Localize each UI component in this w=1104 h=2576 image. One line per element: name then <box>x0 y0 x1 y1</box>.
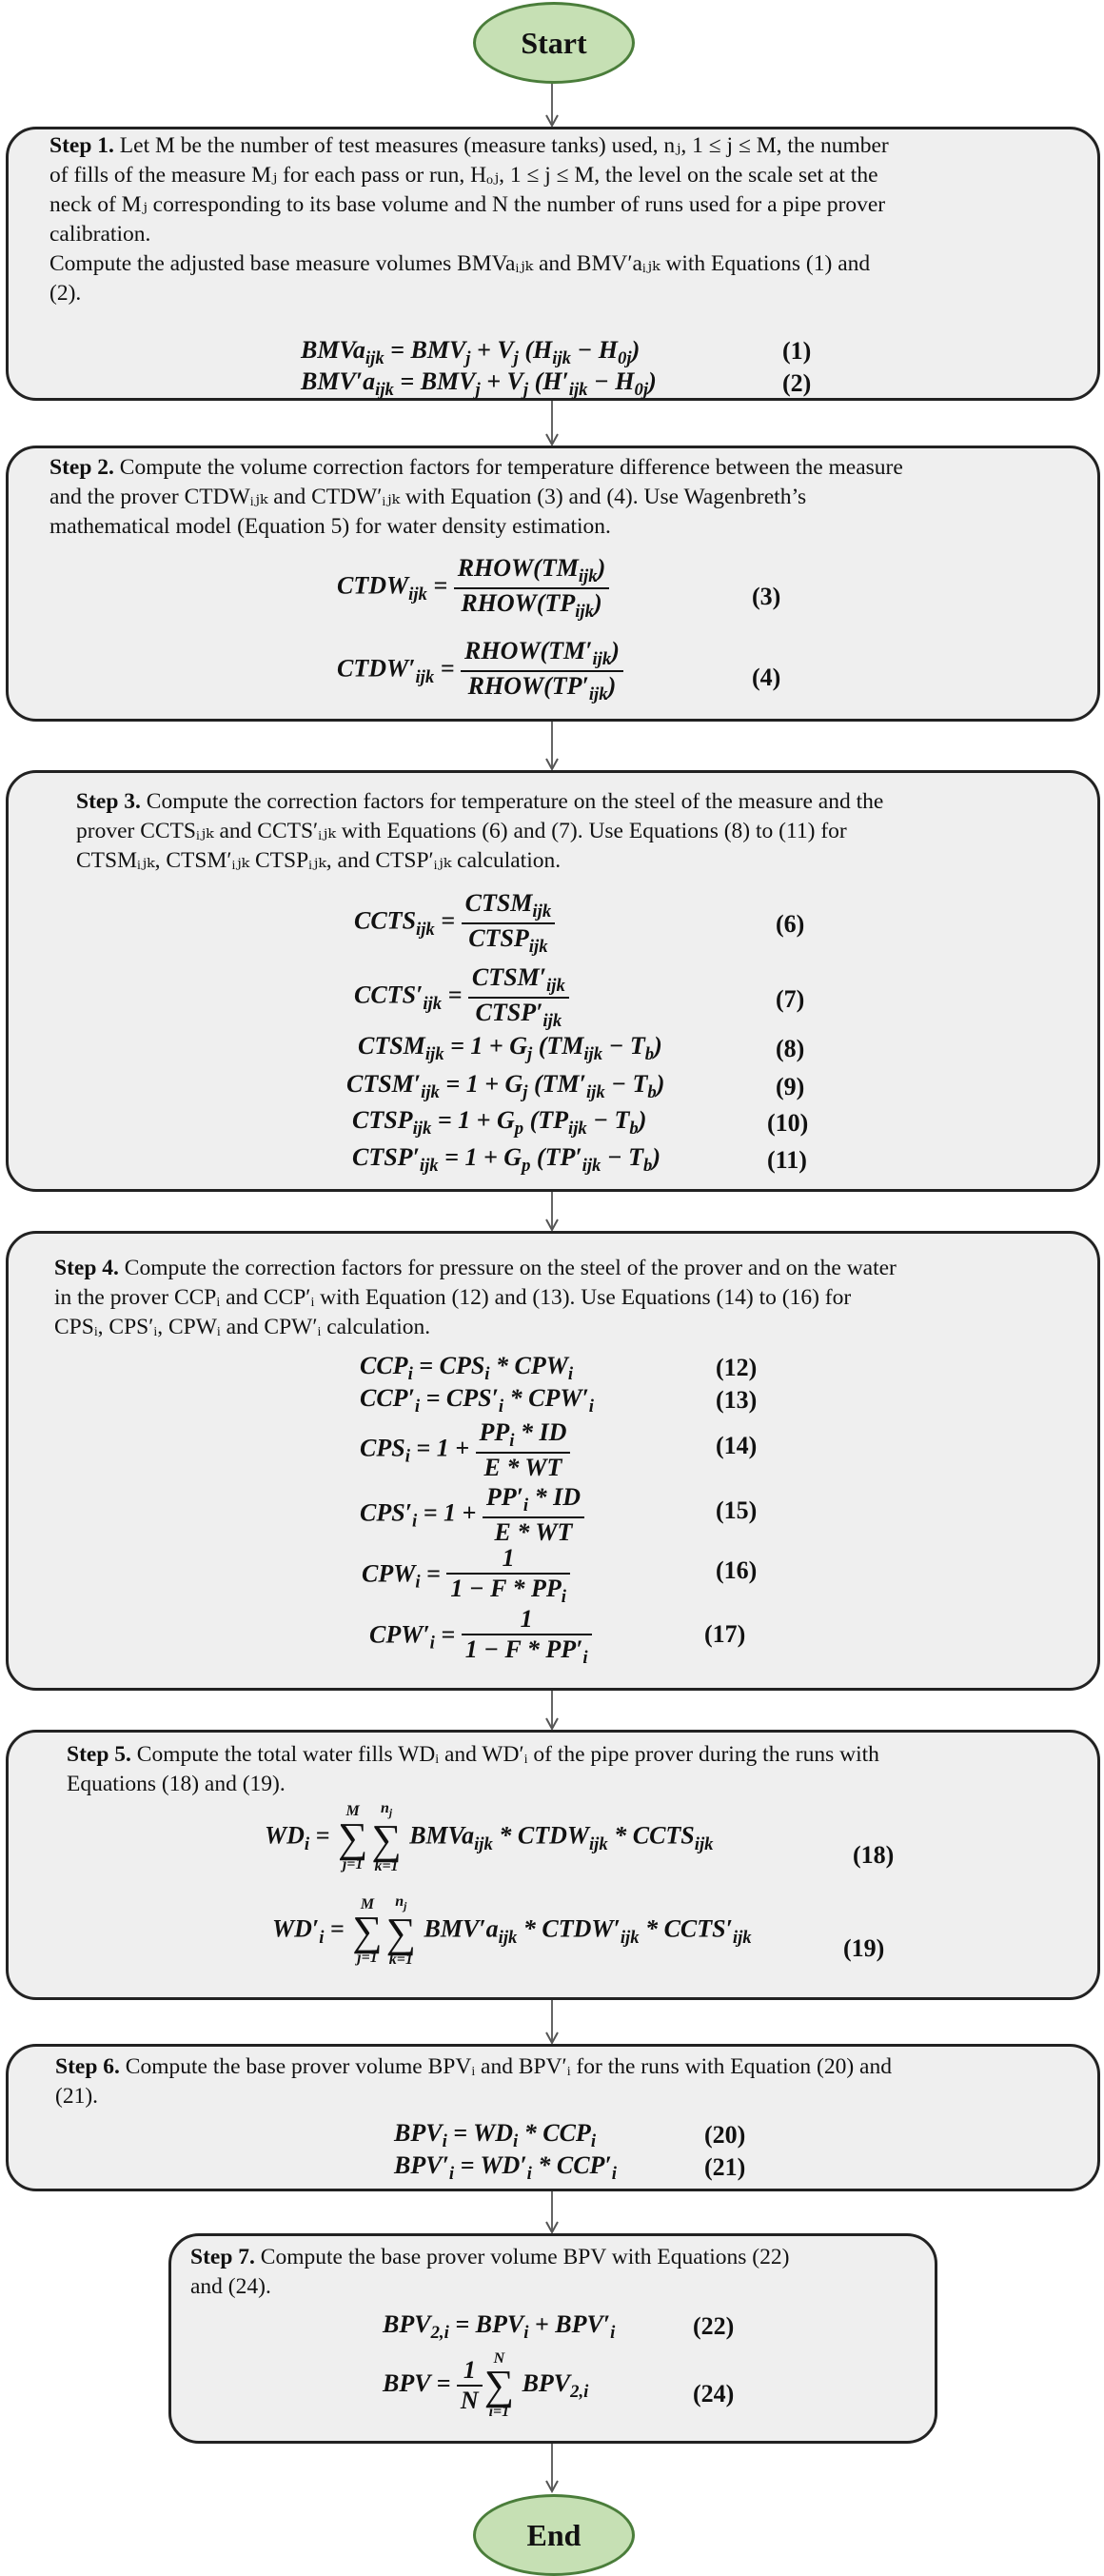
step-1-line-3: neck of Mⱼ corresponding to its base volume and N the number of runs used for a pipe prover <box>49 192 886 217</box>
step-1-label: Step 1. <box>49 133 114 158</box>
equation-12-number: (12) <box>716 1354 758 1381</box>
equation-13: $CCP'_i = CPS'_i * CPW'_i$ <box>360 1384 594 1417</box>
step-3-label: Step 3. <box>76 789 141 814</box>
equation-8: $CTSM_{ijk} = 1 + G_j$ $(TM_{ijk} - T_b)$ <box>358 1032 662 1065</box>
start-node: Start <box>473 2 635 84</box>
step-1-line-1: Step 1. Let M be the number of test measures (measure tanks) used, nⱼ, 1 ≤ j ≤ M, the number <box>49 133 889 158</box>
step-6-line-1: Step 6. Compute the base prover volume BPVᵢ and BPV′ᵢ for the runs with Equation (20) and <box>55 2054 892 2079</box>
step-2-line-3: mathematical model (Equation 5) for water density estimation. <box>49 514 611 539</box>
step-7-line-2: and (24). <box>190 2274 271 2299</box>
equation-9: $CTSM'_{ijk} = 1 + G_j$ $(TM'_{ijk} - T_b)$ <box>346 1070 665 1103</box>
equation-16: $CPW_i$ = $\frac{1}{1 - F * PP_i}$ <box>362 1544 570 1608</box>
step-5-label: Step 5. <box>67 1742 131 1767</box>
equation-7-number: (7) <box>776 985 805 1013</box>
equation-18: $WD_i$ = M ∑ j=1 $n_j$ ∑ k=1 BMVa$_{ijk}$ * $CTDW_{ijk}$ * $CCTS_{ijk}$ <box>265 1800 714 1875</box>
equation-1-number: (1) <box>782 337 812 365</box>
step-1-line-4: calibration. <box>49 222 151 247</box>
end-node: End <box>473 2494 635 2576</box>
step-7-line-1: Step 7. Compute the base prover volume BPV with Equations (22) <box>190 2245 790 2269</box>
step-6-text <box>55 2052 1093 2111</box>
equation-24: BPV = $\frac{1}{N}$ N ∑ i=1 $BPV_{2,i}$ <box>383 2350 589 2420</box>
equation-6: $CCTS_{ijk}$ = $\frac{CTSM_{ijk}}{CTSP_{ijk}}$ <box>354 889 555 957</box>
equation-8-number: (8) <box>776 1035 805 1062</box>
step-5-text <box>67 1740 1094 1799</box>
equation-16-number: (16) <box>716 1556 758 1584</box>
equation-2: $BMV'a_{ijk} = BMV_j + V_j$ $(H'_{ijk} - H_{0j})$ <box>301 367 657 401</box>
step-4-label: Step 4. <box>54 1256 119 1280</box>
equation-4: $CTDW'_{ijk}$ = $\frac{RHOW(TM'_{ijk})}{RHOW(TP'_{ijk})}$ <box>337 637 623 704</box>
equation-11: $CTSP'_{ijk} = 1 + G_p$ $(TP'_{ijk} - T_b)$ <box>352 1143 661 1177</box>
equation-11-number: (11) <box>767 1146 807 1174</box>
step-2-line-1: Step 2. Compute the volume correction factors for temperature difference between the measure <box>49 455 903 480</box>
step-2-text <box>49 453 1077 542</box>
step-4-line-1: Step 4. Compute the correction factors for pressure on the steel of the prover and on the water <box>54 1256 897 1280</box>
equation-19: $WD'_i$ = M ∑ j=1 $n_j$ ∑ k=1 $BMV'a_{ijk}$ * $CTDW'_{ijk}$ * $CCTS'_{ijk}$ <box>272 1893 752 1969</box>
equation-13-number: (13) <box>716 1386 758 1414</box>
equation-22-number: (22) <box>693 2312 735 2340</box>
equation-17: $CPW'_i$ = $\frac{1}{1 - F * PP'_i}$ <box>369 1605 592 1669</box>
step-1-line-5: Compute the adjusted base measure volumes BMVaᵢⱼₖ and BMV′aᵢⱼₖ with Equations (1) and <box>49 251 871 276</box>
step-2-label: Step 2. <box>49 455 114 480</box>
equation-20: $BPV_i = WD_i * CCP_i$ <box>394 2119 597 2152</box>
equation-6-number: (6) <box>776 910 805 938</box>
equation-3: $CTDW_{ijk}$ = $\frac{RHOW(TM_{ijk})}{RHOW(TP_{ijk})}$ <box>337 554 609 622</box>
step-4-text <box>54 1254 1092 1342</box>
equation-7: $CCTS'_{ijk}$ = $\frac{CTSM'_{ijk}}{CTSP'_{ijk}}$ <box>354 963 569 1031</box>
equation-3-number: (3) <box>752 583 781 610</box>
equation-14-number: (14) <box>716 1432 758 1459</box>
equation-21: $BPV'_i = WD'_i * CCP'_i$ <box>394 2151 617 2185</box>
step-1-line-2: of fills of the measure Mⱼ for each pass or run, Hₒⱼ, 1 ≤ j ≤ M, the level on the scale set at the <box>49 163 878 188</box>
equation-4-number: (4) <box>752 664 781 691</box>
equation-9-number: (9) <box>776 1073 805 1100</box>
step-3-line-3: CTSMᵢⱼₖ, CTSM′ᵢⱼₖ CTSPᵢⱼₖ, and CTSP′ᵢⱼₖ calculation. <box>76 848 562 873</box>
equation-10-number: (10) <box>767 1109 809 1137</box>
step-6-line-2: (21). <box>55 2084 99 2109</box>
step-5-line-2: Equations (18) and (19). <box>67 1772 286 1796</box>
equation-2-number: (2) <box>782 369 812 397</box>
equation-17-number: (17) <box>704 1620 746 1648</box>
equation-20-number: (20) <box>704 2121 746 2149</box>
equation-12: $CCP_i = CPS_i * CPW_i$ <box>360 1352 574 1385</box>
equation-21-number: (21) <box>704 2153 746 2181</box>
sigma-k: $n_j$ ∑ k=1 <box>371 1800 402 1875</box>
step-4-line-2: in the prover CCPᵢ and CCP′ᵢ with Equation (12) and (13). Use Equations (14) to (16) for <box>54 1285 852 1310</box>
step-7-label: Step 7. <box>190 2245 255 2269</box>
equation-15-number: (15) <box>716 1496 758 1524</box>
equation-14: $CPS_i = 1$ + $\frac{PP_i * ID}{E * WT}$ <box>360 1418 570 1482</box>
step-1-line-6: (2). <box>49 281 82 306</box>
step-2-line-2: and the prover CTDWᵢⱼₖ and CTDW′ᵢⱼₖ with Equation (3) and (4). Use Wagenbreth’s <box>49 485 807 509</box>
step-3-line-2: prover CCTSᵢⱼₖ and CCTS′ᵢⱼₖ with Equations (6) and (7). Use Equations (8) to (11) for <box>76 819 847 843</box>
step-7-text <box>190 2243 923 2302</box>
equation-10: $CTSP_{ijk} = 1 + G_p$ $(TP_{ijk} - T_b)$ <box>352 1106 647 1139</box>
equation-22: $BPV_{2,i} = BPV_i + BPV'_i$ <box>383 2310 616 2344</box>
sigma-j: M ∑ j=1 <box>337 1802 368 1873</box>
equation-18-number: (18) <box>853 1841 895 1869</box>
equation-19-number: (19) <box>843 1934 885 1962</box>
step-3-line-1: Step 3. Compute the correction factors for temperature on the steel of the measure and the <box>76 789 884 814</box>
step-4-line-3: CPSᵢ, CPS′ᵢ, CPWᵢ and CPW′ᵢ calculation. <box>54 1315 431 1339</box>
step-5-line-1: Step 5. Compute the total water fills WDᵢ and WD′ᵢ of the pipe prover during the runs with <box>67 1742 879 1767</box>
step-6-label: Step 6. <box>55 2054 120 2079</box>
equation-24-number: (24) <box>693 2380 735 2408</box>
equation-15: $CPS'_i = 1$ + $\frac{PP'_i * ID}{E * WT}$ <box>360 1483 584 1547</box>
equation-1: BMVa$_{ijk}$ = $BMV_j + V_j$ $(H_{ijk} - H_{0j})$ <box>301 336 641 369</box>
step-3-text <box>76 787 1085 876</box>
step-1-text <box>49 131 1077 308</box>
